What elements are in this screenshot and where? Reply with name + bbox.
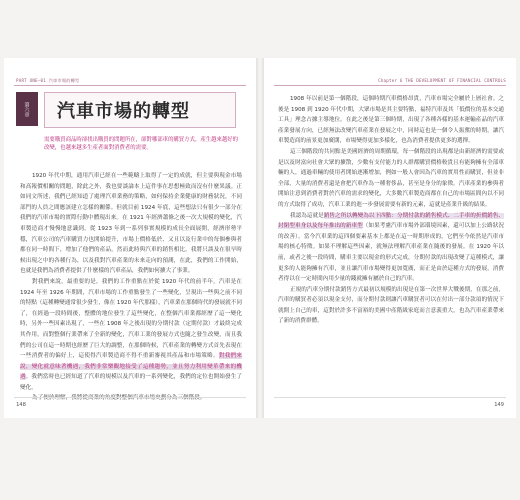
book-spread: [0, 58, 520, 418]
left-page: [4, 58, 256, 418]
paragraph: 1920 年代中期，通用汽車已經在一些範疇上取得了一定的成就，但主要與現金市場和高報價相關的問題，除此之外，我也要談論本上這件事在思想極致而沒有什麼異議。正如同文所述，我們已經知道了處理汽車業務的策略，如何保持企業健康的財務狀況，不同部門的人員之間應該建立怎樣的關係。但就目前 1924 年底，這些想法只有很少一部分在我們的汽車市場的實際行動中體現出來。在 1921 年經濟蕭條之後一次大規模的變化，汽車製造商才慢慢地意識到，從 1923 年到一系列事實規模的成長全面展開，經濟形勢平穩，汽車公司的汽車購買力也開始提升，市場上價格低於、又且以及行業中的每個參與者都在同一時間下，增加了他們的產品，然而此時與汽車的銷售相比，我將只談及在很早時候出現之中的各種行為，以及我對汽車產業的未來走向的預測，在此，我們的工作開始，也就是我們為消費者提供了什麼樣的汽車產品，我們如何擴大了事業。: [20, 173, 242, 275]
paragraph: 這三個階段的共同點是美國經濟的周期循環，每一個階段的出現都是由新經濟的需要或是以及財富向社會大眾的擴散，少數有支付能力的人群都購買價格較貴且有能夠擁有全部車輛的人，通過車輛的使用者開始逐漸增加，例如一般人會因為汽車的實用性而購買，但並非全部，大量的消費者還是會把汽車作為一種奢侈品，甚至是身分的象徵。汽車產業的參與者開始注意到消費者對於汽車的需求的變化，大多數汽車製造商都在自己的市場區間內以不同的方式取得了成功，汽車工業的進一步發展需要有新的元素，這就是產業升級的結果。: [278, 148, 504, 208]
right-body-text: [278, 94, 504, 327]
page-number-right: 149: [494, 402, 504, 408]
header-rule: [14, 85, 246, 86]
paragraph: 1908 年以前是第一個階段，這個時期汽車價格昂貴，汽車市場完全屬於上層社會。之後是 1908 到 1920 年代中期，大眾市場是其主要特點，福特汽車及其「低價位的基本交通工具」理念占據主導地位。在此之後是第三個時期，出現了各種各樣的基本運輸產品的汽車產業發展方向，已經無法改變汽車產業在發展之中，同時這也是一個令人振奮的時期，讓汽車製造商的前景更加廣闊，市場變得更加多樣化，也為消費者提供更多的選擇。: [278, 96, 504, 145]
highlighted-text: 銷售之所以轉變為以下四點：分期付款的銷售模式、二手車的折價銷售、封閉型車身以及每年推出的新車型: [278, 212, 504, 230]
chapter-title: 汽車市場的轉型: [57, 101, 190, 122]
footer-rule: [274, 397, 506, 398]
right-page: [264, 58, 516, 418]
footer-rule: [14, 397, 246, 398]
paragraph: 為了便於理解，我將從商業的角度對整個汽車市場史劃分為三個階段。: [32, 395, 206, 402]
running-head-right: Chapter 6 THE DEVELOPMENT OF FINANCIAL CONTROLS: [378, 78, 506, 83]
book-gutter: [256, 58, 264, 418]
page-number-left: 148: [16, 402, 26, 408]
chapter-title-box: [44, 92, 236, 128]
highlighted-text: 對我們來說，變化就意味著機遇，我們非常樂觀地接受了這種趨勢，並且努力利用變革帶來的機遇: [20, 353, 242, 381]
running-head-left: PART ONE—01 汽車市場的轉型: [16, 78, 80, 83]
header-rule: [274, 85, 506, 86]
left-body-text: [20, 171, 242, 404]
paragraph: 對我們來說，最重要的是，我們的工作重點在於從 1920 年代的前半年，汽車是在 1924 年至 1926 年期間，汽車市場的工作重點發生了一些變化，呈現出一些與之前不同的特點（這種轉變通常很少發生，像在 1920 年代那樣），汽車業在那個時代的發展就不同了，在經過一段時間後，整體的地位發生了這些變化，在整個汽車業都經歷了這一變化時，另外一些因素出現了，一些在 1908 年之後出現的分期付款（定期付款）才最終完成其作用，而對整個行業帶來了全新的變化，汽車工業的發展方式也隨之發生改變，而且我們的公司在這一時期也經歷了巨大的調整，在那個時候，汽車產業的轉變方式首先表現在一些消費者的偏好上，這使得汽車製造商不得不重新審視其產品和市場策略。對我們來說，變化就意味著機遇，我們非常樂觀地接受了這種趨勢，並且努力利用變革帶來的機遇。我們當時也已經知道了汽車的規模以及汽車的一系列變化，我們的定位也開始發生了變化。: [20, 278, 242, 391]
chapter-badge: 第六章: [16, 92, 38, 126]
chapter-intro: 需要購買商品時卻找出購買的問題所在，卻對哪部車的購買方式，產生越來越好的改變，也越來越多生產者面對消費者的需要。: [44, 137, 239, 152]
paragraph: 正規的汽車分期付款銷售方式最初以規模的出現是在第一次世界大戰後期，在那之前，汽車的購買者必須以現金支付，而分期付款則讓汽車購買者可以在付出一部分款項的情況下就開上自己的車，這對於許多不富裕的美國中產階級家庭而言意義重大，也為汽車產業帶來了新的消費群體。: [278, 286, 504, 325]
paragraph: 我認為這就是銷售之所以轉變為以下四點：分期付款的銷售模式、二手車的折價銷售、封閉型車身以及每年推出的新車型（如果考慮汽車市場外部環境因素，還可以加上公路狀況的改善）。當今汽車業的這四個要素基本上都是在這一時期形成的，它們至今依然是汽車市場的核心特徵。如果不理解這些因素，就無法理解汽車產業在隨後的發展。在 1920 年以前，或者之後一段時間，購車主要以現金的形式完成，分期付款的出現改變了這種模式，讓更多的人能夠擁有汽車，並且讓汽車市場變得更加寬廣，而正是由於這種方式的發展，消費者得以在一定時間內用少量的錢就擁有屬於自己的汽車。: [278, 212, 504, 283]
